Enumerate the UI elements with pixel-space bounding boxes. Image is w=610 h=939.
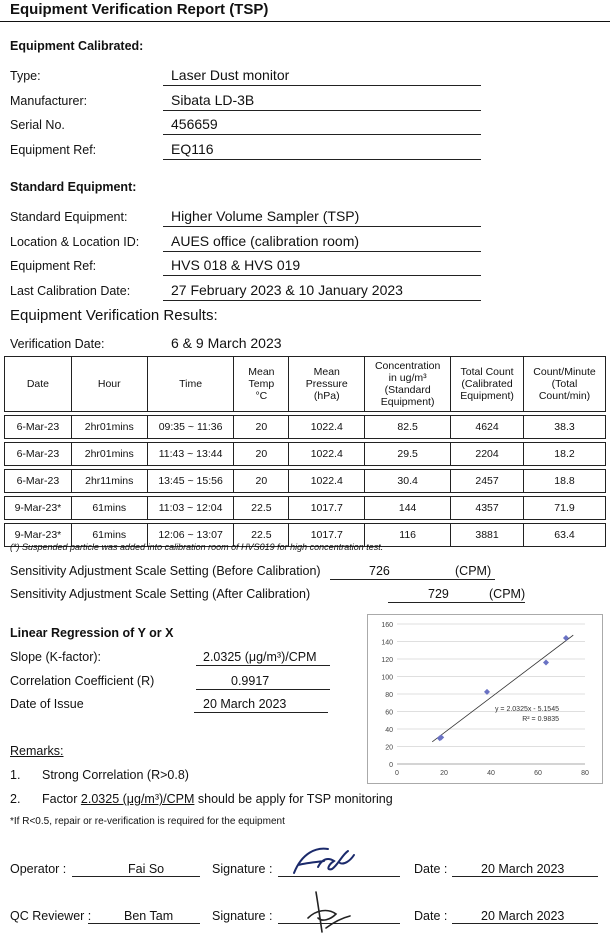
cell-temp: 22.5 — [234, 524, 289, 547]
table-header-row — [5, 357, 606, 412]
cell-total: 3881 — [451, 524, 524, 547]
y-tick-label: 40 — [385, 727, 393, 734]
reviewer-signature-label: Signature : — [212, 909, 273, 923]
sensitivity-before-value: 726 — [369, 564, 390, 578]
regression-heading: Linear Regression of Y or X — [10, 626, 174, 640]
reviewer-date: 20 March 2023 — [481, 909, 565, 923]
verification-date-label: Verification Date: — [10, 337, 105, 351]
cell-hour: 2hr11mins — [71, 470, 147, 493]
y-tick-label: 80 — [385, 692, 393, 699]
standard-field-value: 27 February 2023 & 10 January 2023 — [171, 281, 403, 298]
cell-time: 13:45 ~ 15:56 — [147, 470, 234, 493]
cell-cpm: 71.9 — [524, 497, 606, 520]
standard-field-value: Higher Volume Sampler (TSP) — [171, 208, 360, 224]
cell-total: 2204 — [451, 443, 524, 466]
remark-2: Factor 2.0325 (μg/m³)/CPM should be apply for TSP monitoring — [42, 792, 393, 806]
cell-cpm: 63.4 — [524, 524, 606, 547]
cell-total: 4357 — [451, 497, 524, 520]
cell-cpm: 18.8 — [524, 470, 606, 493]
y-tick-label: 120 — [381, 657, 393, 664]
reviewer-name: Ben Tam — [124, 909, 174, 923]
y-tick-label: 20 — [385, 744, 393, 752]
trendline-equation: y = 2.0325x - 5.1545 — [494, 706, 559, 713]
sensitivity-after-unit: (CPM) — [489, 587, 526, 601]
remark-2-number: 2. — [10, 792, 21, 806]
cell-pressure: 1022.4 — [289, 443, 365, 466]
operator-name: Fai So — [128, 862, 165, 876]
footnote: (*) Suspended particle was added into calibration room of HVS019 for high concentration test. — [10, 542, 384, 552]
cell-hour: 2hr01mins — [71, 443, 147, 466]
col-total-count: Total Count (Calibrated Equipment) — [451, 357, 524, 412]
calibrated-field-value: 456659 — [171, 116, 218, 132]
standard-field-value: HVS 018 & HVS 019 — [171, 257, 301, 273]
report-title: Equipment Verification Report (TSP) — [10, 1, 269, 18]
title-rule — [0, 21, 610, 22]
remarks-heading: Remarks: — [10, 744, 64, 758]
standard-field-label: Equipment Ref: — [10, 259, 97, 273]
cell-time: 11:03 ~ 12:04 — [147, 497, 234, 520]
remark-1: Strong Correlation (R>0.8) — [42, 768, 189, 782]
standard-field-label: Standard Equipment: — [10, 210, 128, 224]
x-tick-label: 60 — [534, 770, 542, 777]
calibrated-field-label: Manufacturer: — [10, 93, 88, 108]
operator-label: Operator : — [10, 862, 67, 876]
col-temp: Mean Temp °C — [234, 357, 289, 412]
cell-cpm: 38.3 — [524, 416, 606, 439]
cell-total: 2457 — [451, 470, 524, 493]
cell-time: 11:43 ~ 13:44 — [147, 443, 234, 466]
cell-time: 09:35 ~ 11:36 — [147, 416, 234, 439]
cell-conc: 29.5 — [365, 443, 451, 466]
cell-total: 4624 — [451, 416, 524, 439]
cell-hour: 61mins — [71, 497, 147, 520]
y-tick-label: 140 — [381, 639, 393, 647]
table-row — [5, 416, 606, 439]
calibrated-field-value: Sibata LD-3B — [171, 91, 255, 108]
reviewer-signature — [300, 888, 360, 936]
cell-temp: 22.5 — [234, 497, 289, 520]
cell-pressure: 1017.7 — [289, 497, 365, 520]
reviewer-label: QC Reviewer : — [10, 909, 92, 923]
sensitivity-after-label: Sensitivity Adjustment Scale Setting (After Calibration) — [10, 587, 311, 601]
operator-signature — [288, 843, 358, 877]
y-tick-label: 0 — [389, 762, 393, 769]
calibrated-field-value: EQ116 — [171, 140, 214, 157]
regression-field-label: Correlation Coefficient (R) — [10, 674, 155, 688]
reviewer-date-label: Date : — [414, 909, 448, 923]
cell-date: 9-Mar-23* — [5, 497, 72, 520]
regression-field-label: Slope (K-factor): — [10, 650, 102, 664]
regression-field-value: 2.0325 (μg/m³)/CPM — [203, 650, 317, 664]
cell-date: 6-Mar-23 — [5, 443, 72, 466]
col-concentration: Concentration in ug/m³ (Standard Equipment) — [365, 357, 451, 412]
cell-time: 12:06 ~ 13:07 — [147, 524, 234, 547]
x-tick-label: 80 — [581, 770, 589, 777]
col-date: Date — [5, 357, 72, 412]
cell-hour: 2hr01mins — [71, 416, 147, 439]
cell-date: 9-Mar-23* — [5, 524, 72, 547]
cell-conc: 30.4 — [365, 470, 451, 493]
col-pressure: Mean Pressure (hPa) — [289, 357, 365, 412]
cell-date: 6-Mar-23 — [5, 416, 72, 439]
operator-date: 20 March 2023 — [481, 862, 565, 876]
cell-date: 6-Mar-23 — [5, 470, 72, 493]
col-time: Time — [147, 357, 234, 412]
cell-conc: 82.5 — [365, 416, 451, 439]
cell-conc: 116 — [365, 524, 451, 547]
operator-signature-label: Signature : — [212, 862, 273, 876]
x-tick-label: 0 — [395, 770, 399, 777]
cell-cpm: 18.2 — [524, 443, 606, 466]
sensitivity-after-value: 729 — [428, 587, 449, 601]
operator-date-label: Date : — [414, 862, 448, 876]
remark-1-number: 1. — [10, 768, 21, 782]
regression-field-value: 20 March 2023 — [203, 697, 287, 711]
standard-field-value: AUES office (calibration room) — [171, 232, 360, 249]
r-squared: R² = 0.9835 — [522, 716, 559, 723]
cell-temp: 20 — [234, 470, 289, 493]
cell-pressure: 1022.4 — [289, 416, 365, 439]
table-row — [5, 443, 606, 466]
regression-field-value: 0.9917 — [231, 674, 270, 688]
sensitivity-before-unit: (CPM) — [455, 564, 492, 578]
table-row — [5, 497, 606, 520]
y-tick-label: 60 — [385, 709, 393, 717]
sensitivity-before-label: Sensitivity Adjustment Scale Setting (Before Calibration) — [10, 564, 321, 578]
y-tick-label: 100 — [381, 674, 393, 682]
verification-table — [4, 356, 606, 547]
standard-heading: Standard Equipment: — [10, 180, 137, 194]
standard-field-label: Location & Location ID: — [10, 234, 140, 249]
y-tick-label: 160 — [381, 622, 393, 629]
cell-pressure: 1017.7 — [289, 524, 365, 547]
calibrated-field-label: Serial No. — [10, 118, 65, 132]
cell-temp: 20 — [234, 416, 289, 439]
table-row — [5, 470, 606, 493]
remark-note: *If R<0.5, repair or re-verification is required for the equipment — [10, 816, 285, 827]
cell-pressure: 1022.4 — [289, 470, 365, 493]
cell-temp: 20 — [234, 443, 289, 466]
calibrated-field-label: Equipment Ref: — [10, 142, 97, 157]
calibrated-field-value: Laser Dust monitor — [171, 67, 290, 83]
cell-conc: 144 — [365, 497, 451, 520]
calibrated-heading: Equipment Calibrated: — [10, 39, 144, 53]
standard-field-label: Last Calibration Date: — [10, 283, 131, 298]
cell-hour: 61mins — [71, 524, 147, 547]
col-count-per-minute: Count/Minute (Total Count/min) — [524, 357, 606, 412]
calibrated-field-label: Type: — [10, 69, 41, 83]
x-tick-label: 20 — [440, 770, 448, 777]
regression-chart — [367, 614, 603, 784]
verification-date-value: 6 & 9 March 2023 — [171, 335, 282, 351]
x-tick-label: 40 — [487, 770, 495, 777]
col-hour: Hour — [71, 357, 147, 412]
results-heading: Equipment Verification Results: — [10, 307, 218, 324]
regression-field-label: Date of Issue — [10, 697, 84, 711]
